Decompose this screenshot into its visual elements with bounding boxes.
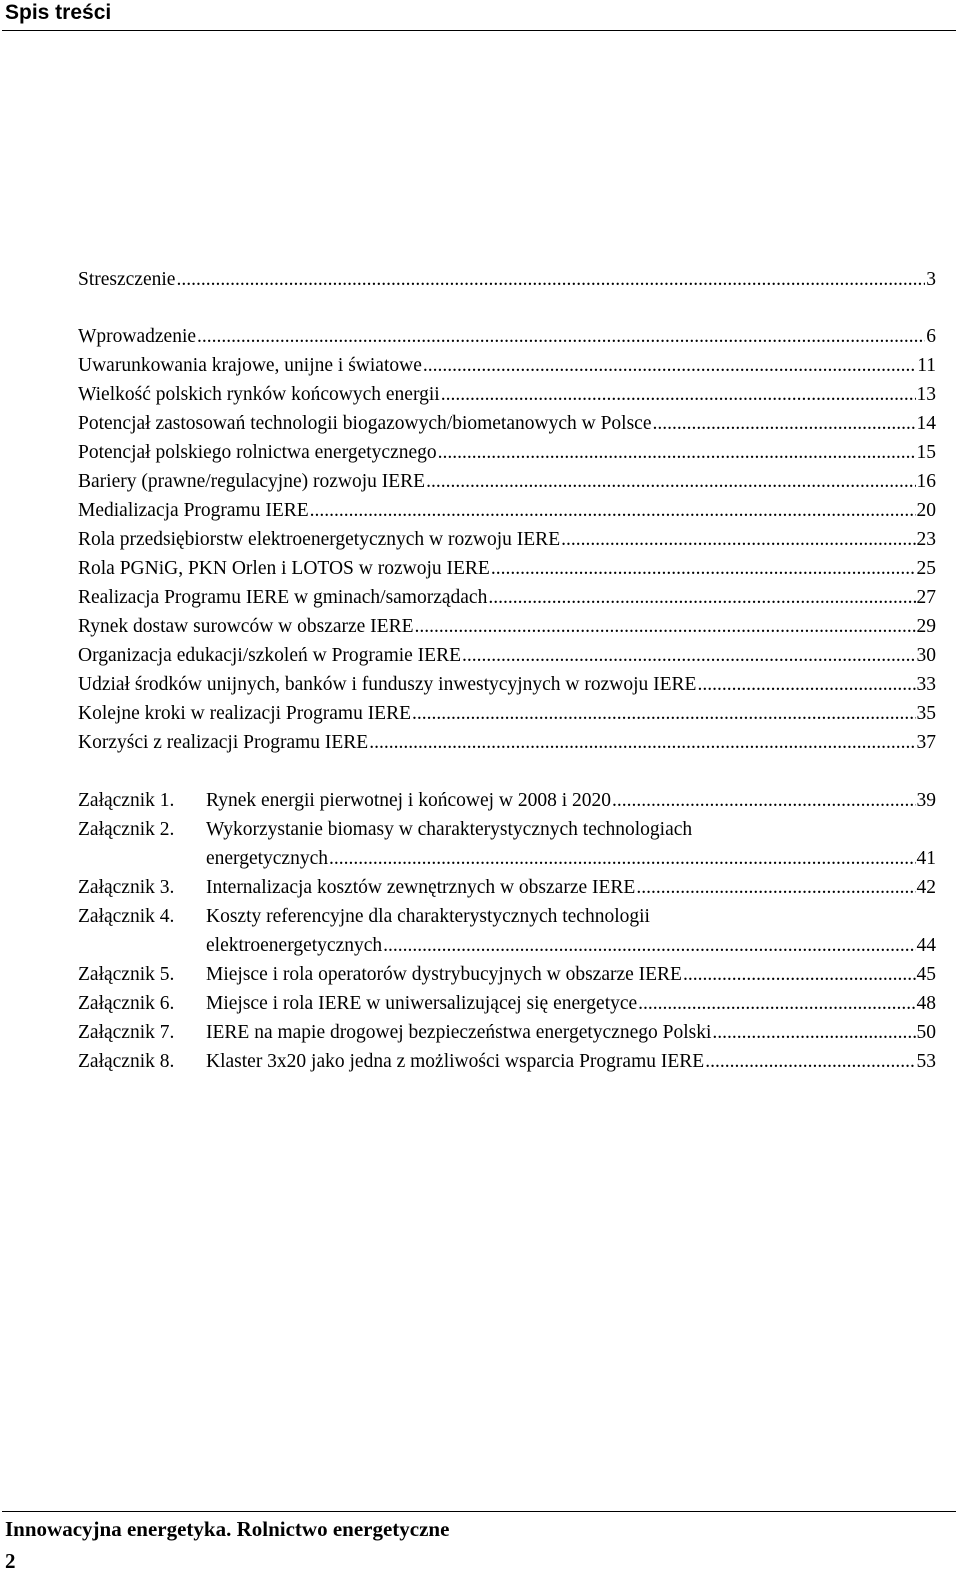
toc-entry-label: elektroenergetycznych xyxy=(206,935,383,956)
toc-page-number: 33 xyxy=(916,674,936,695)
toc-entry-label: Streszczenie xyxy=(78,269,176,290)
toc-entry-appendix[interactable] xyxy=(78,815,936,873)
toc-entry-label: Kolejne kroki w realizacji Programu IERE xyxy=(78,703,412,724)
toc-page-number: 3 xyxy=(926,269,936,290)
toc-dot-leader xyxy=(612,786,915,815)
appendix-prefix: Załącznik 2. xyxy=(78,819,175,840)
appendix-prefix: Załącznik 4. xyxy=(78,906,175,927)
toc-dot-leader xyxy=(310,496,916,525)
toc-entry-label: energetycznych xyxy=(206,848,328,869)
toc-page-number: 50 xyxy=(916,1022,936,1043)
toc-entry-label: Uwarunkowania krajowe, unijne i światowe xyxy=(78,355,422,376)
toc-page-number: 11 xyxy=(917,355,936,376)
toc-page-number: 53 xyxy=(916,1051,936,1072)
toc-entry-label: Rola PGNiG, PKN Orlen i LOTOS w rozwoju IERE xyxy=(78,558,490,579)
toc-entry-label: Potencjał polskiego rolnictwa energetycznego xyxy=(78,442,437,463)
toc-entry-appendix[interactable] xyxy=(78,786,936,815)
toc-entry-label: Internalizacja kosztów zewnętrznych w obszarze IERE xyxy=(206,877,636,898)
toc-dot-leader xyxy=(683,960,916,989)
toc-dot-leader xyxy=(441,380,916,409)
footer-divider xyxy=(2,1511,956,1512)
toc-entry-label: Rynek dostaw surowców w obszarze IERE xyxy=(78,616,414,637)
toc-page-number: 39 xyxy=(916,790,936,811)
toc-entry-label: Organizacja edukacji/szkoleń w Programie IERE xyxy=(78,645,462,666)
toc-dot-leader xyxy=(697,670,915,699)
toc-dot-leader xyxy=(636,873,915,902)
toc-dot-leader xyxy=(561,525,915,554)
toc-dot-leader xyxy=(705,1047,915,1076)
appendix-prefix: Załącznik 1. xyxy=(78,790,175,811)
toc-entry-chapter[interactable] xyxy=(78,351,936,380)
toc-page-number: 30 xyxy=(916,645,936,666)
toc-page-number: 15 xyxy=(916,442,936,463)
toc-dot-leader xyxy=(438,438,916,467)
toc-page-number: 45 xyxy=(916,964,936,985)
toc-dot-leader xyxy=(369,728,915,757)
toc-entry-chapter[interactable] xyxy=(78,438,936,467)
toc-entry-label: Potencjał zastosowań technologii biogazowych/biometanowych w Polsce xyxy=(78,413,652,434)
toc-entry-chapter[interactable] xyxy=(78,699,936,728)
toc-dot-leader xyxy=(197,322,925,351)
toc-entry-label: Medializacja Programu IERE xyxy=(78,500,309,521)
toc-dot-leader xyxy=(712,1018,915,1047)
toc-dot-leader xyxy=(491,554,916,583)
toc-entry-label: Miejsce i rola operatorów dystrybucyjnych w obszarze IERE xyxy=(206,964,682,985)
appendix-prefix: Załącznik 5. xyxy=(78,964,175,985)
footer-publication-title: Innowacyjna energetyka. Rolnictwo energetyczne xyxy=(5,1517,450,1541)
toc-entry-appendix[interactable] xyxy=(78,902,936,960)
toc-entry-label: Klaster 3x20 jako jedna z możliwości wsparcia Programu IERE xyxy=(206,1051,705,1072)
toc-page-number: 16 xyxy=(916,471,936,492)
toc-entry-appendix[interactable] xyxy=(78,873,936,902)
toc-page-number: 6 xyxy=(926,326,936,347)
toc-page-number: 14 xyxy=(916,413,936,434)
toc-dot-leader xyxy=(412,699,915,728)
toc-page-number: 41 xyxy=(916,848,936,869)
toc-page-number: 29 xyxy=(916,616,936,637)
toc-entry-appendix[interactable] xyxy=(78,1047,936,1076)
toc-dot-leader xyxy=(462,641,915,670)
toc-page-number: 23 xyxy=(916,529,936,550)
toc-entry-label: Rola przedsiębiorstw elektroenergetycznych w rozwoju IERE xyxy=(78,529,561,550)
toc-entry-chapter[interactable] xyxy=(78,728,936,757)
toc-entry-streszczenie[interactable] xyxy=(78,265,936,294)
toc-entry-label: IERE na mapie drogowej bezpieczeństwa energetycznego Polski xyxy=(206,1022,712,1043)
toc-entry-chapter[interactable] xyxy=(78,554,936,583)
toc-page-number: 25 xyxy=(916,558,936,579)
toc-entry-chapter[interactable] xyxy=(78,670,936,699)
toc-dot-leader xyxy=(383,931,915,960)
appendix-prefix: Załącznik 8. xyxy=(78,1051,175,1072)
toc-page-number: 48 xyxy=(916,993,936,1014)
toc-entry-label: Bariery (prawne/regulacyjne) rozwoju IERE xyxy=(78,471,426,492)
toc-entry-label: Korzyści z realizacji Programu IERE xyxy=(78,732,369,753)
toc-entry-label: Wielkość polskich rynków końcowych energii xyxy=(78,384,440,405)
toc-entry-label-line1: Wykorzystanie biomasy w charakterystycznych technologiach xyxy=(206,819,693,840)
toc-dot-leader xyxy=(415,612,916,641)
toc-entry-chapter[interactable] xyxy=(78,322,936,351)
toc-entry-appendix[interactable] xyxy=(78,960,936,989)
toc-entry-chapter[interactable] xyxy=(78,612,936,641)
footer-page-number: 2 xyxy=(5,1549,16,1573)
toc-entry-chapter[interactable] xyxy=(78,641,936,670)
toc-dot-leader xyxy=(638,989,915,1018)
page-header-title: Spis treści xyxy=(5,1,112,24)
appendix-prefix: Załącznik 6. xyxy=(78,993,175,1014)
toc-entry-appendix[interactable] xyxy=(78,989,936,1018)
toc-dot-leader xyxy=(176,265,925,294)
toc-entry-chapter[interactable] xyxy=(78,583,936,612)
toc-page-number: 44 xyxy=(916,935,936,956)
toc-entry-label: Realizacja Programu IERE w gminach/samorządach xyxy=(78,587,488,608)
toc-page-number: 27 xyxy=(916,587,936,608)
toc-dot-leader xyxy=(423,351,916,380)
appendix-prefix: Załącznik 7. xyxy=(78,1022,175,1043)
toc-entry-label: Rynek energii pierwotnej i końcowej w 2008 i 2020 xyxy=(206,790,612,811)
toc-dot-leader xyxy=(653,409,916,438)
toc-entry-appendix[interactable] xyxy=(78,1018,936,1047)
toc-entry-chapter[interactable] xyxy=(78,409,936,438)
toc-entry-label: Miejsce i rola IERE w uniwersalizującej się energetyce xyxy=(206,993,638,1014)
appendix-prefix: Załącznik 3. xyxy=(78,877,175,898)
toc-dot-leader xyxy=(329,844,916,873)
toc-page-number: 35 xyxy=(916,703,936,724)
toc-dot-leader xyxy=(426,467,915,496)
toc-page-number: 37 xyxy=(916,732,936,753)
toc-entry-chapter[interactable] xyxy=(78,525,936,554)
toc-entry-chapter[interactable] xyxy=(78,380,936,409)
toc-entry-label: Wprowadzenie xyxy=(78,326,197,347)
header-divider xyxy=(2,30,956,31)
toc-entry-chapter[interactable] xyxy=(78,496,936,525)
toc-entry-label-line1: Koszty referencyjne dla charakterystycznych technologii xyxy=(206,906,650,927)
toc-page-number: 13 xyxy=(916,384,936,405)
toc-entry-label: Udział środków unijnych, banków i funduszy inwestycyjnych w rozwoju IERE xyxy=(78,674,697,695)
toc-page-number: 20 xyxy=(916,500,936,521)
toc-entry-chapter[interactable] xyxy=(78,467,936,496)
toc-dot-leader xyxy=(488,583,915,612)
toc-page-number: 42 xyxy=(916,877,936,898)
